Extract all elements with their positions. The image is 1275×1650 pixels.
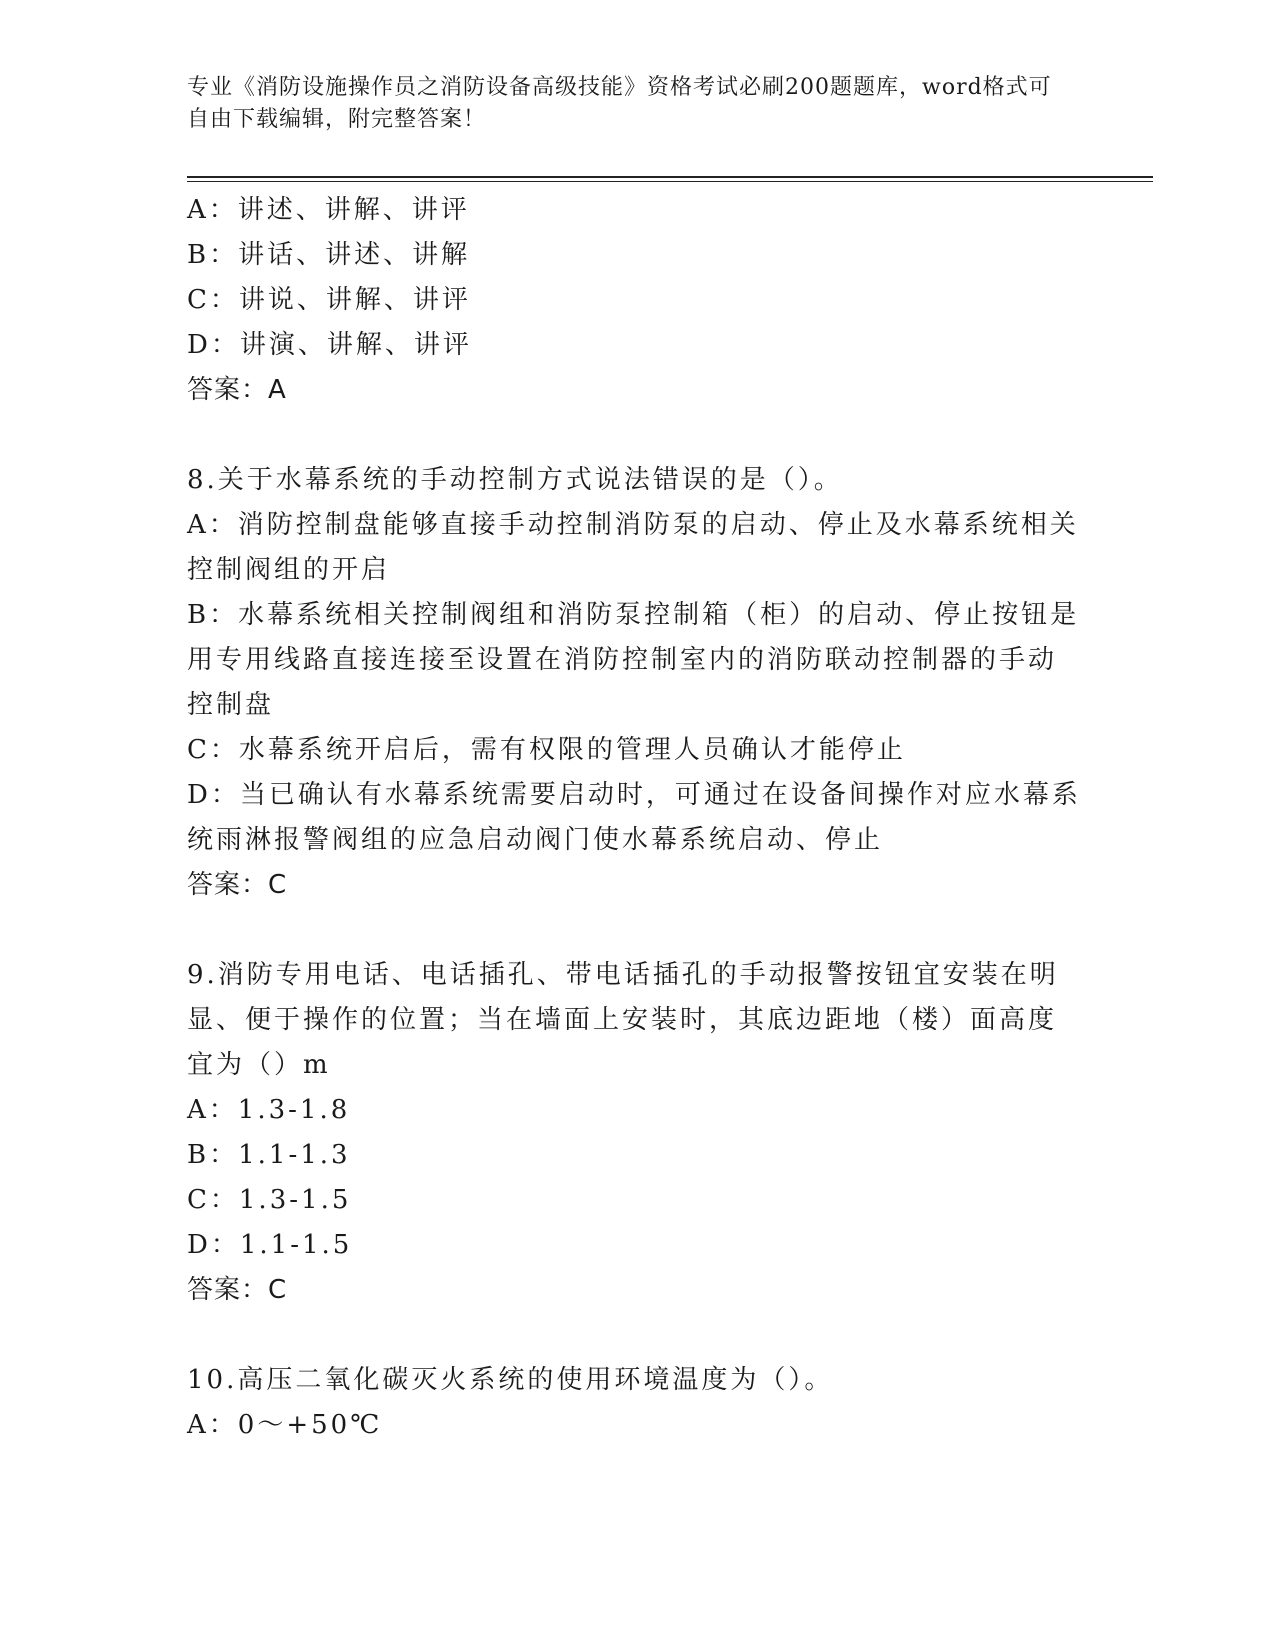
q9-stem-line2: 显、便于操作的位置；当在墙面上安装时，其底边距地（楼）面高度 — [187, 1005, 1058, 1035]
q10-stem: 10.高压二氧化碳灭火系统的使用环境温度为（）。 — [187, 1365, 834, 1395]
header-divider-thin — [187, 181, 1153, 182]
q9-option-d: D：1.1-1.5 — [187, 1230, 353, 1260]
question-content — [187, 188, 1081, 1448]
q8-stem: 8.关于水幕系统的手动控制方式说法错误的是（）。 — [187, 465, 843, 495]
q9-stem-line1: 9.消防专用电话、电话插孔、带电话插孔的手动报警按钮宜安装在明 — [187, 960, 1059, 990]
q9-stem-line3: 宜为（）m — [187, 1050, 331, 1080]
q7-option-c: C：讲说、讲解、讲评 — [187, 285, 471, 315]
header-divider-thick — [187, 176, 1153, 178]
q9-option-a: A：1.3-1.8 — [187, 1095, 351, 1125]
spacer — [187, 1313, 1077, 1358]
q7-answer: 答案：A — [187, 375, 287, 405]
q8-option-b-line3: 控制盘 — [187, 690, 275, 720]
q9-option-c: C：1.3-1.5 — [187, 1185, 352, 1215]
q8-option-a-line2: 控制阀组的开启 — [187, 555, 391, 585]
q8-option-d-line2: 统雨淋报警阀组的应急启动阀门使水幕系统启动、停止 — [187, 825, 884, 855]
q10-option-a: A：0～+50℃ — [187, 1410, 383, 1440]
spacer — [187, 908, 1077, 953]
document-header: 专业《消防设施操作员之消防设备高级技能》资格考试必刷200题题库，word格式可自由下载编辑，附完整答案！ — [187, 75, 1052, 132]
q8-option-c: C：水幕系统开启后，需有权限的管理人员确认才能停止 — [187, 735, 906, 765]
q8-option-b-line2: 用专用线路直接连接至设置在消防控制室内的消防联动控制器的手动 — [187, 645, 1058, 675]
q8-option-a-line1: A：消防控制盘能够直接手动控制消防泵的启动、停止及水幕系统相关 — [187, 510, 1079, 540]
q7-option-d: D：讲演、讲解、讲评 — [187, 330, 472, 360]
q8-answer: 答案：C — [187, 870, 288, 900]
q7-option-a: A：讲述、讲解、讲评 — [187, 195, 470, 225]
q9-option-b: B：1.1-1.3 — [187, 1140, 351, 1170]
q8-option-d-line1: D：当已确认有水幕系统需要启动时，可通过在设备间操作对应水幕系 — [187, 780, 1081, 810]
q8-option-b-line1: B：水幕系统相关控制阀组和消防泵控制箱（柜）的启动、停止按钮是 — [187, 600, 1080, 630]
q7-option-b: B：讲话、讲述、讲解 — [187, 240, 471, 270]
spacer — [187, 413, 1077, 458]
q9-answer: 答案：C — [187, 1275, 288, 1305]
